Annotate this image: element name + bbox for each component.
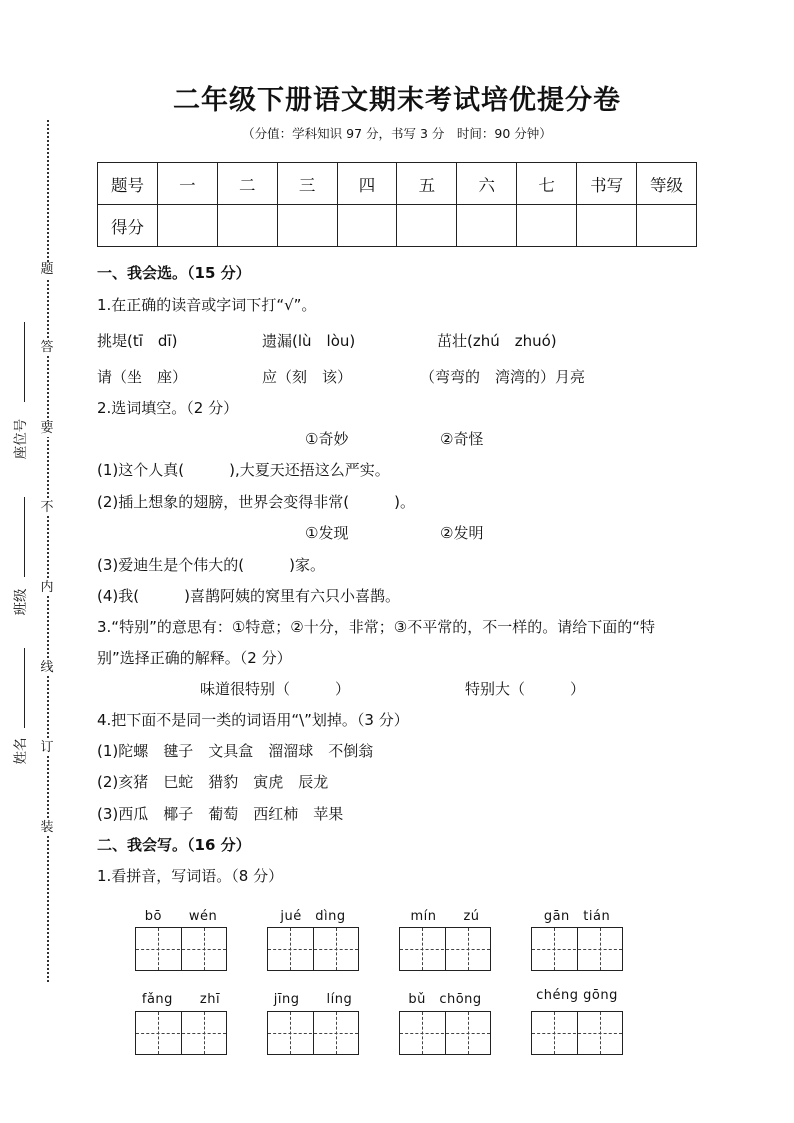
table-header-cell: 五 xyxy=(397,163,457,205)
section-heading: 一、我会选。（15 分） xyxy=(97,264,251,282)
pinyin-label: chéng gōng xyxy=(536,988,618,1003)
fill-blank-sentence[interactable]: (2)插上想象的翅膀，世界会变得非常( )。 xyxy=(97,493,415,511)
word-group[interactable]: (1)陀螺 毽子 文具盒 溜溜球 不倒翁 xyxy=(97,742,374,760)
binding-char: 不 xyxy=(40,500,54,515)
class-blank[interactable] xyxy=(24,497,25,577)
score-cell[interactable] xyxy=(217,205,277,247)
table-header-cell: 二 xyxy=(217,163,277,205)
writing-grid[interactable] xyxy=(267,927,359,971)
binding-char: 订 xyxy=(40,740,54,755)
binding-char: 内 xyxy=(40,580,54,595)
score-cell[interactable] xyxy=(457,205,517,247)
score-table xyxy=(97,162,697,247)
writing-grid[interactable] xyxy=(135,1011,227,1055)
fill-blank-sentence[interactable]: 特别大（ ） xyxy=(465,680,586,698)
pinyin-label: mín zú xyxy=(410,909,480,924)
word-group[interactable]: (3)西瓜 椰子 葡萄 西红柿 苹果 xyxy=(97,805,344,823)
table-header-cell: 四 xyxy=(337,163,397,205)
word-option: ②奇怪 xyxy=(440,430,484,448)
pinyin-label: gān tián xyxy=(543,909,611,924)
question-prompt: 4.把下面不是同一类的词语用“\”划掉。（3 分） xyxy=(97,711,409,729)
table-header-cell: 一 xyxy=(157,163,217,205)
score-cell[interactable] xyxy=(637,205,697,247)
writing-grid[interactable] xyxy=(399,1011,491,1055)
fill-blank-sentence[interactable]: (1)这个人真( ),大夏天还捂这么严实。 xyxy=(97,461,390,479)
binding-char: 要 xyxy=(40,421,54,436)
word-option: ①发现 xyxy=(305,524,349,542)
writing-grid[interactable] xyxy=(531,927,623,971)
binding-dotted-line xyxy=(47,120,49,982)
choice-item[interactable]: 遗漏(lù lòu) xyxy=(262,332,356,350)
choice-item[interactable]: 请（坐 座） xyxy=(97,368,188,386)
table-header-cell: 三 xyxy=(277,163,337,205)
name-label: 姓名 xyxy=(13,737,29,765)
choice-item[interactable]: 挑堤(tī dī) xyxy=(97,332,178,350)
score-cell[interactable] xyxy=(337,205,397,247)
fill-blank-sentence[interactable]: 味道很特别（ ） xyxy=(200,680,351,698)
section-heading: 二、我会写。（16 分） xyxy=(97,836,251,854)
score-cell[interactable] xyxy=(517,205,577,247)
fill-blank-sentence[interactable]: (3)爱迪生是个伟大的( )家。 xyxy=(97,556,325,574)
seat-number-blank[interactable] xyxy=(24,322,25,402)
binding-char: 装 xyxy=(40,820,54,835)
score-cell[interactable] xyxy=(397,205,457,247)
score-cell[interactable] xyxy=(577,205,637,247)
score-cell[interactable] xyxy=(157,205,217,247)
word-group[interactable]: (2)亥猪 巳蛇 猎豹 寅虎 辰龙 xyxy=(97,773,329,791)
exam-info: （分值：学科知识 97 分，书写 3 分 时间：90 分钟） xyxy=(242,126,552,141)
writing-grid[interactable] xyxy=(399,927,491,971)
binding-char: 题 xyxy=(40,262,54,277)
question-prompt: 1.在正确的读音或字词下打“√”。 xyxy=(97,296,317,314)
score-row-label: 得分 xyxy=(98,205,158,247)
table-header-cell: 六 xyxy=(457,163,517,205)
question-prompt: 别”选择正确的解释。（2 分） xyxy=(97,649,292,667)
table-header-cell: 七 xyxy=(517,163,577,205)
table-row xyxy=(98,205,697,247)
choice-item[interactable]: 应（刻 该） xyxy=(262,368,353,386)
choice-item[interactable]: 茁壮(zhú zhuó) xyxy=(437,332,557,350)
pinyin-label: fǎng zhī xyxy=(141,992,221,1007)
writing-grid[interactable] xyxy=(135,927,227,971)
writing-grid[interactable] xyxy=(267,1011,359,1055)
table-row xyxy=(98,163,697,205)
table-header-cell: 题号 xyxy=(98,163,158,205)
question-prompt: 3.“特别”的意思有：①特意；②十分，非常；③不平常的，不一样的。请给下面的“特 xyxy=(97,618,655,636)
table-header-cell: 等级 xyxy=(637,163,697,205)
pinyin-label: bǔ chōng xyxy=(408,992,482,1007)
binding-char: 答 xyxy=(40,340,54,355)
question-prompt: 2.选词填空。（2 分） xyxy=(97,399,239,417)
pinyin-label: jīng líng xyxy=(273,992,353,1007)
choice-item[interactable]: （弯弯的 湾湾的）月亮 xyxy=(420,368,586,386)
word-option: ②发明 xyxy=(440,524,484,542)
pinyin-label: jué dìng xyxy=(280,909,346,924)
class-label: 班级 xyxy=(13,588,29,616)
writing-grid[interactable] xyxy=(531,1011,623,1055)
score-cell[interactable] xyxy=(277,205,337,247)
table-header-cell: 书写 xyxy=(577,163,637,205)
binding-char: 线 xyxy=(40,660,54,675)
page-title: 二年级下册语文期末考试培优提分卷 xyxy=(173,85,621,116)
seat-number-label: 座位号 xyxy=(13,418,29,460)
name-blank[interactable] xyxy=(24,648,25,728)
fill-blank-sentence[interactable]: (4)我( )喜鹊阿姨的窝里有六只小喜鹊。 xyxy=(97,587,400,605)
question-prompt: 1.看拼音，写词语。（8 分） xyxy=(97,867,284,885)
word-option: ①奇妙 xyxy=(305,430,349,448)
pinyin-label: bō wén xyxy=(144,909,218,924)
